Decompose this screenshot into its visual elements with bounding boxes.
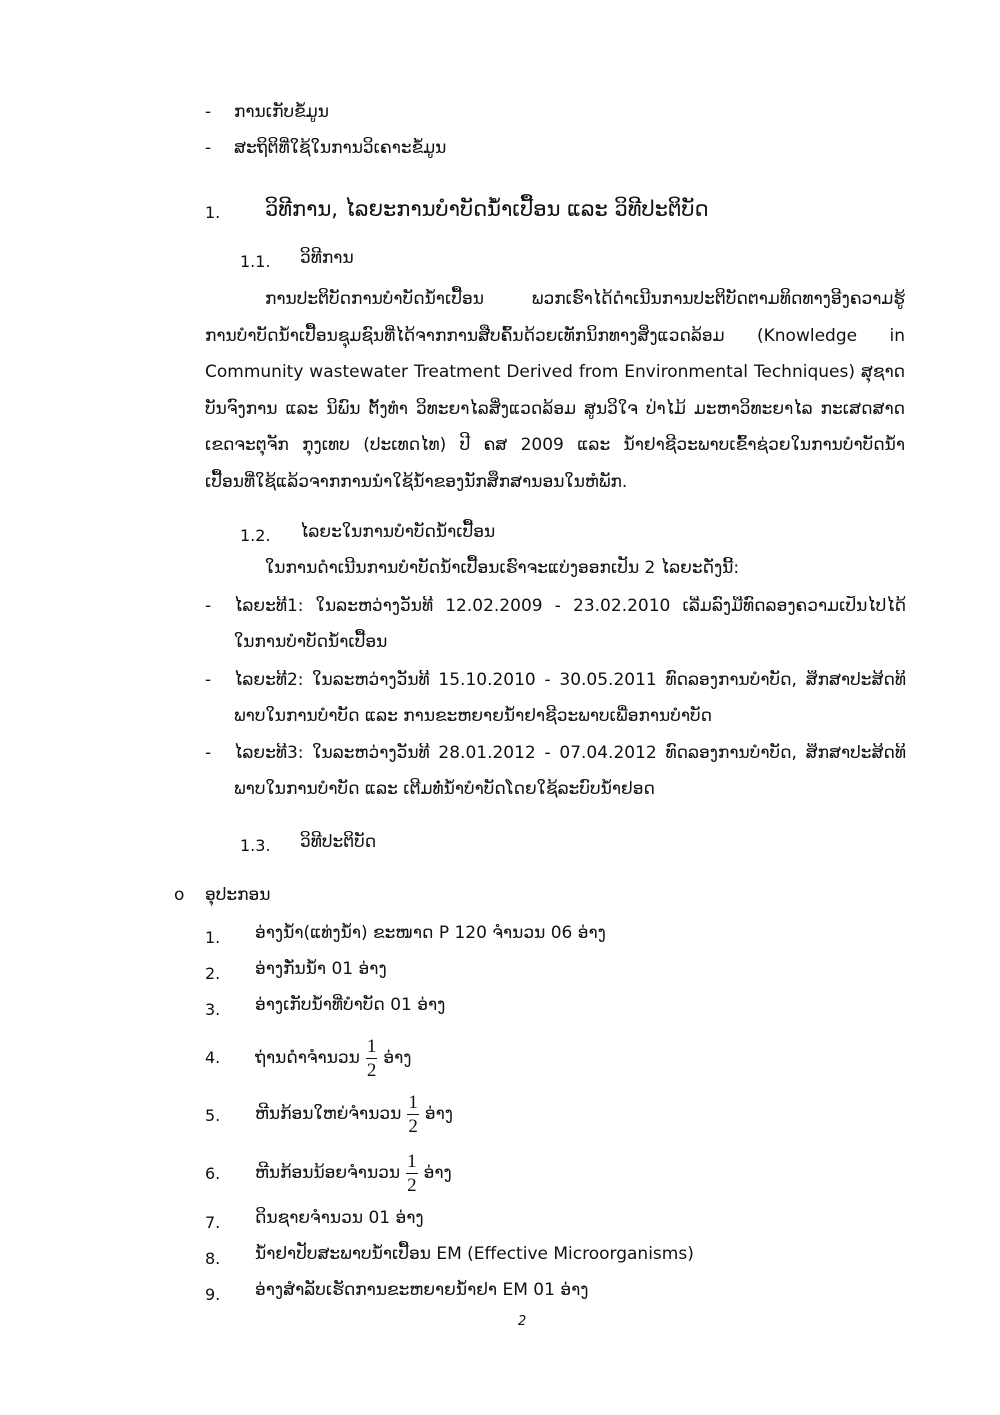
paragraph-line: Community wastewater Treatment Derived from Environmental Techniques) ສຸຊາດ bbox=[205, 362, 905, 382]
equipment-item-unit: ອ່າງ bbox=[383, 1048, 412, 1068]
bullet-item-data-collection: ການເກັບຂໍ້ມູນ bbox=[234, 102, 329, 122]
equipment-item: ອ່າງກັ່ນນ້ຳ 01 ອ່າງ bbox=[255, 959, 387, 979]
bullet-dash: - bbox=[205, 102, 212, 122]
subsection-title: ວິທີປະຕິບັດ bbox=[300, 832, 377, 852]
equipment-title: ອຸປະກອນ bbox=[205, 885, 271, 905]
phase-2-line: ໄລຍະທີ2: ໃນລະຫວ່າງວັນທີ 15.10.2010 - 30.05.2011 ທົດລອງການບຳບັດ, ສຶກສາປະສິດທິ bbox=[234, 670, 906, 690]
equipment-item: ນ້ຳຢາປັບສະພາບນ້ຳເປື້ອນ EM (Effective Microorganisms) bbox=[255, 1244, 694, 1264]
paragraph-line: ເປື້ອນທີ່ໃຊ້ແລ້ວຈາກການນຳໃຊ້ນ້ຳຂອງນັກສຶກສານອນໃນຫໍພັກ. bbox=[205, 471, 628, 492]
paragraph-line: ເຂດຈະຕຸຈັກ ກຸງເທບ (ປະເທດໄທ) ປີ ຄສ 2009 ແລະ ນ້ຳຢາຊີວະພາບເຂົ້າຊ່ວຍໃນການບຳບັດນ້ຳ bbox=[205, 435, 905, 455]
page-number: 2 bbox=[518, 1314, 527, 1329]
phase-1-line: ໃນການບຳບັດນ້ຳເປື້ອນ bbox=[234, 632, 388, 652]
equipment-item bbox=[255, 1148, 452, 1198]
fraction-denominator: 2 bbox=[408, 1115, 418, 1137]
equipment-item: ອ່າງສຳລັບເຮັດການຂະຫຍາຍນ້ຳຢາ EM 01 ອ່າງ bbox=[255, 1280, 589, 1300]
fraction-denominator: 2 bbox=[407, 1174, 417, 1196]
subsection-number: 1.2. bbox=[240, 526, 271, 545]
equipment-number: 9. bbox=[205, 1285, 221, 1304]
equipment-number: 6. bbox=[205, 1164, 221, 1183]
phases-intro: ໃນການດຳເນີນການບຳບັດນ້ຳເປື້ອນເຮົາຈະແບ່ງອອກເປັນ 2 ໄລຍະດັ່ງນີ້: bbox=[265, 558, 740, 578]
phase-2-line: ພາບໃນການບຳບັດ ແລະ ການຂະຫຍາຍນ້ຳຢາຊີວະພາບເພື່ອການບຳບັດ bbox=[234, 706, 713, 726]
equipment-item: ດິນຊາຍຈຳນວນ 01 ອ່າງ bbox=[255, 1208, 424, 1228]
equipment-item: ອ່າງນ້ຳ(ແທ່ງນ້ຳ) ຂະໜາດ P 120 ຈຳນວນ 06 ອ່າງ bbox=[255, 923, 606, 943]
phase-3-line: ພາບໃນການບຳບັດ ແລະ ເຕີມທໍ່ນ້ຳບຳບັດໂດຍໃຊ້ລະບົບນ້ຳຢອດ bbox=[234, 779, 655, 799]
phase-1-line: ໄລຍະທີ1: ໃນລະຫວ່າງວັນທີ 12.02.2009 - 23.02.2010 ເລີ່ມລົງມືທົດລອງຄວາມເປັນໄປໄດ້ bbox=[234, 596, 906, 616]
equipment-item-text: ຫີນກ້ອນນ້ອຍຈຳນວນ bbox=[255, 1163, 401, 1183]
equipment-item-unit: ອ່າງ bbox=[423, 1163, 452, 1183]
section-title: ວິທີການ, ໄລຍະການບຳບັດນ້ຳເປື້ອນ ແລະ ວິທີປະຕິບັດ bbox=[265, 197, 709, 221]
bullet-dash: - bbox=[205, 138, 212, 158]
paragraph-line: ການບຳບັດນ້ຳເປື້ອນຊຸມຊົນທີ່ໄດ້ຈາກການສືບຄົ້ນດ້ວຍເທັກນິກທາງສິ່ງແວດລ້ອມ (Knowledge in bbox=[205, 325, 905, 346]
bullet-item-statistics: ສະຖິຕິທີ່ໃຊ້ໃນການວິເຄາະຂໍ້ມູນ bbox=[234, 138, 447, 158]
equipment-number: 1. bbox=[205, 928, 221, 947]
equipment-number: 3. bbox=[205, 1000, 221, 1019]
equipment-item: ອ່າງເກັບນ້ຳທີ່ບຳບັດ 01 ອ່າງ bbox=[255, 995, 446, 1015]
fraction bbox=[366, 1037, 378, 1080]
equipment-number: 2. bbox=[205, 964, 221, 983]
fraction-numerator: 1 bbox=[366, 1035, 377, 1057]
paragraph-line: ບັນຈົງການ ແລະ ນິພົນ ຕັ້ງທຳ ວິທະຍາໄລສິ່ງແວດລ້ອມ ສູນວິໃຈ ປ່າໄມ້ ມະຫາວິທະຍາໄລ ກະເສດສາດ bbox=[205, 398, 905, 419]
fraction-numerator: 1 bbox=[407, 1150, 417, 1172]
equipment-item-text: ຖ່ານດຳຈຳນວນ bbox=[255, 1048, 360, 1068]
circle-bullet-icon: o bbox=[174, 885, 185, 905]
fraction bbox=[407, 1093, 419, 1136]
equipment-item bbox=[255, 1033, 411, 1083]
bullet-dash: - bbox=[205, 670, 212, 690]
method-paragraph bbox=[205, 281, 905, 500]
equipment-number: 5. bbox=[205, 1106, 221, 1125]
bullet-dash: - bbox=[205, 743, 212, 763]
fraction-denominator: 2 bbox=[366, 1059, 377, 1081]
subsection-title: ວິທີການ bbox=[300, 248, 354, 268]
subsection-number: 1.1. bbox=[240, 252, 271, 271]
equipment-item-unit: ອ່າງ bbox=[424, 1104, 453, 1124]
equipment-item-text: ຫີນກ້ອນໃຫຍ່ຈຳນວນ bbox=[255, 1104, 402, 1124]
equipment-number: 7. bbox=[205, 1213, 221, 1232]
subsection-title: ໄລຍະໃນການບຳບັດນ້ຳເປື້ອນ bbox=[300, 522, 496, 542]
subsection-number: 1.3. bbox=[240, 836, 271, 855]
phase-3-line: ໄລຍະທີ3: ໃນລະຫວ່າງວັນທີ 28.01.2012 - 07.04.2012 ທົດລອງການບຳບັດ, ສຶກສາປະສິດທິ bbox=[234, 743, 906, 763]
fraction bbox=[406, 1152, 418, 1195]
equipment-item bbox=[255, 1089, 453, 1139]
equipment-number: 4. bbox=[205, 1048, 221, 1067]
equipment-number: 8. bbox=[205, 1249, 221, 1268]
paragraph-line: ການປະຕິບັດການບຳບັດນ້ຳເປື້ອນ ພວກເຮົາໄດ້ດຳເນີນການປະຕິບັດຕາມທິດທາງອີງຄວາມຮູ້ bbox=[265, 289, 905, 309]
section-number: 1. bbox=[205, 203, 221, 222]
bullet-dash: - bbox=[205, 596, 212, 616]
fraction-numerator: 1 bbox=[408, 1091, 418, 1113]
